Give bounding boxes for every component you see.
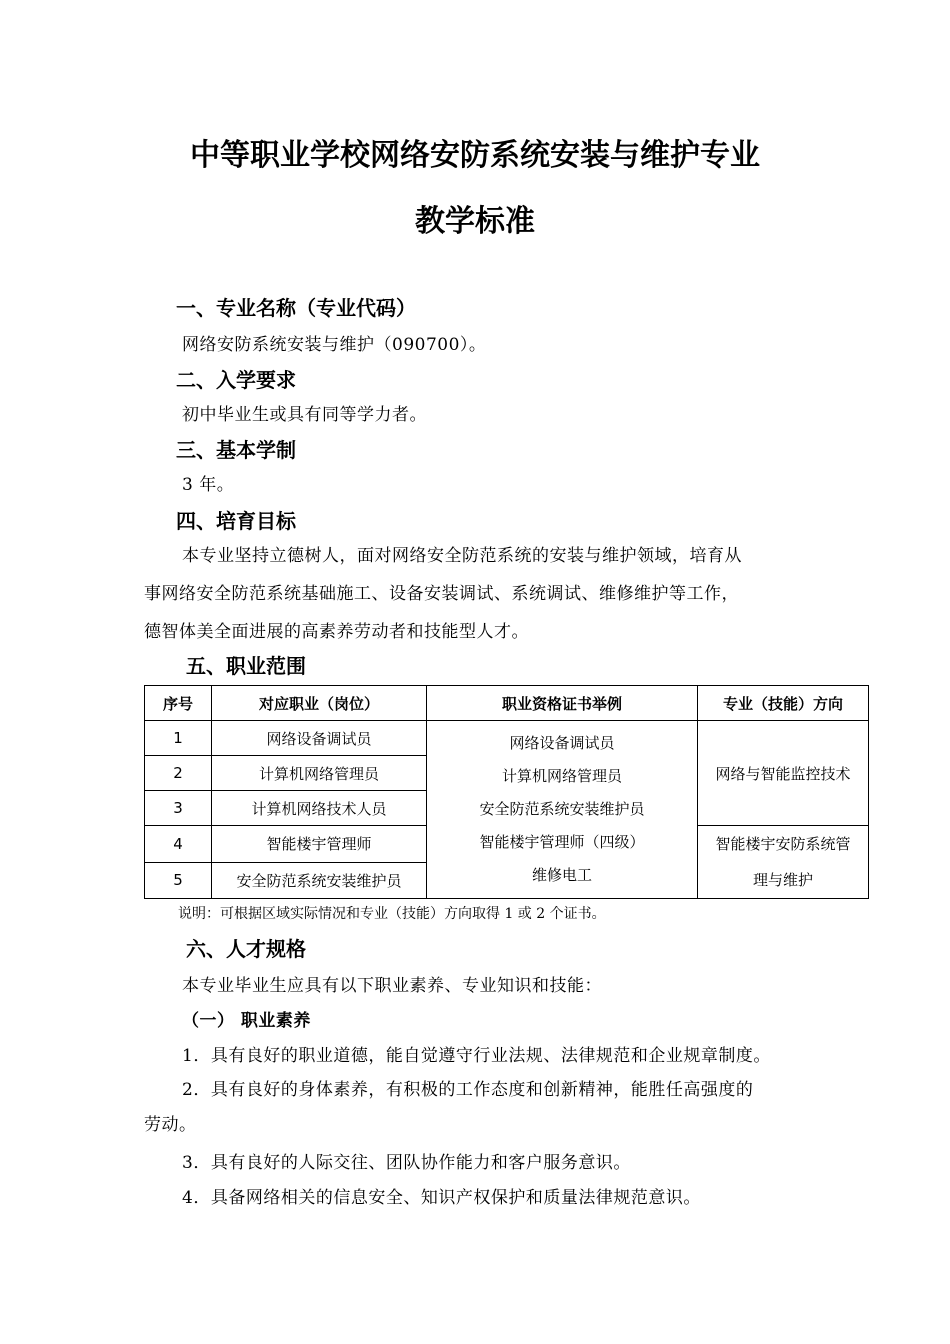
section-heading-career-scope: 五、职业范围 <box>186 654 306 678</box>
row-job: 计算机网络管理员 <box>212 756 427 791</box>
direction-line: 理与维护 <box>752 871 813 889</box>
row-no: 5 <box>145 862 212 899</box>
document-title-line1: 中等职业学校网络安防系统安装与维护专业 <box>190 138 760 173</box>
table-note: 说明：可根据区域实际情况和专业（技能）方向取得 1 或 2 个证书。 <box>178 906 606 922</box>
certificate-item: 安全防范系统安装维护员 <box>479 800 645 818</box>
quality-item: 4．具备网络相关的信息安全、知识产权保护和质量法律规范意识。 <box>182 1188 701 1208</box>
certificate-cell <box>427 721 698 899</box>
header-job: 对应职业（岗位） <box>212 686 427 721</box>
section-body-major-name: 网络安防系统安装与维护（090700）。 <box>182 335 487 355</box>
header-certificate: 职业资格证书举例 <box>427 686 698 721</box>
row-job: 安全防范系统安装维护员 <box>212 862 427 899</box>
document-title-line2: 教学标准 <box>415 204 535 239</box>
goals-paragraph-line: 事网络安全防范系统基础施工、设备安装调试、系统调试、维修维护等工作， <box>144 584 739 604</box>
section-body-admission: 初中毕业生或具有同等学力者。 <box>182 405 427 425</box>
section-body-duration: 3 年。 <box>182 475 235 495</box>
row-no: 4 <box>145 826 212 863</box>
header-no: 序号 <box>145 686 212 721</box>
quality-item: 2．具有良好的身体素养，有积极的工作态度和创新精神，能胜任高强度的 <box>182 1080 754 1100</box>
quality-item: 3．具有良好的人际交往、团队协作能力和客户服务意识。 <box>182 1153 631 1173</box>
section-heading-major-name: 一、专业名称（专业代码） <box>176 296 416 320</box>
direction-cell-monitoring: 网络与智能监控技术 <box>698 721 869 826</box>
section-heading-goals: 四、培育目标 <box>176 509 296 533</box>
certificate-item: 计算机网络管理员 <box>501 767 622 785</box>
header-direction: 专业（技能）方向 <box>698 686 869 721</box>
section-heading-talent-spec: 六、人才规格 <box>186 937 306 961</box>
section-heading-duration: 三、基本学制 <box>176 438 296 462</box>
goals-paragraph-line: 本专业坚持立德树人，面对网络安全防范系统的安装与维护领域，培育从 <box>182 546 742 566</box>
row-job: 网络设备调试员 <box>212 721 427 756</box>
talent-spec-intro: 本专业毕业生应具有以下职业素养、专业知识和技能： <box>182 976 602 996</box>
table-header-row <box>145 686 869 721</box>
table-row <box>145 721 869 756</box>
subsection-heading-professional-quality: （一） 职业素养 <box>182 1011 311 1031</box>
row-no: 2 <box>145 756 212 791</box>
certificate-item: 智能楼宇管理师（四级） <box>479 833 645 851</box>
quality-item: 劳动。 <box>144 1115 197 1135</box>
row-job: 智能楼宇管理师 <box>212 826 427 863</box>
quality-item: 1．具有良好的职业道德，能自觉遵守行业法规、法律规范和企业规章制度。 <box>182 1046 771 1066</box>
goals-paragraph-line: 德智体美全面进展的高素养劳动者和技能型人才。 <box>144 622 529 642</box>
direction-cell-building-security <box>698 826 869 899</box>
direction-line: 智能楼宇安防系统管 <box>715 835 851 853</box>
row-job: 计算机网络技术人员 <box>212 791 427 826</box>
section-heading-admission: 二、入学要求 <box>176 368 296 392</box>
row-no: 1 <box>145 721 212 756</box>
row-no: 3 <box>145 791 212 826</box>
certificate-item: 网络设备调试员 <box>509 734 615 752</box>
certificate-item: 维修电工 <box>531 866 592 884</box>
career-scope-table <box>144 685 869 899</box>
